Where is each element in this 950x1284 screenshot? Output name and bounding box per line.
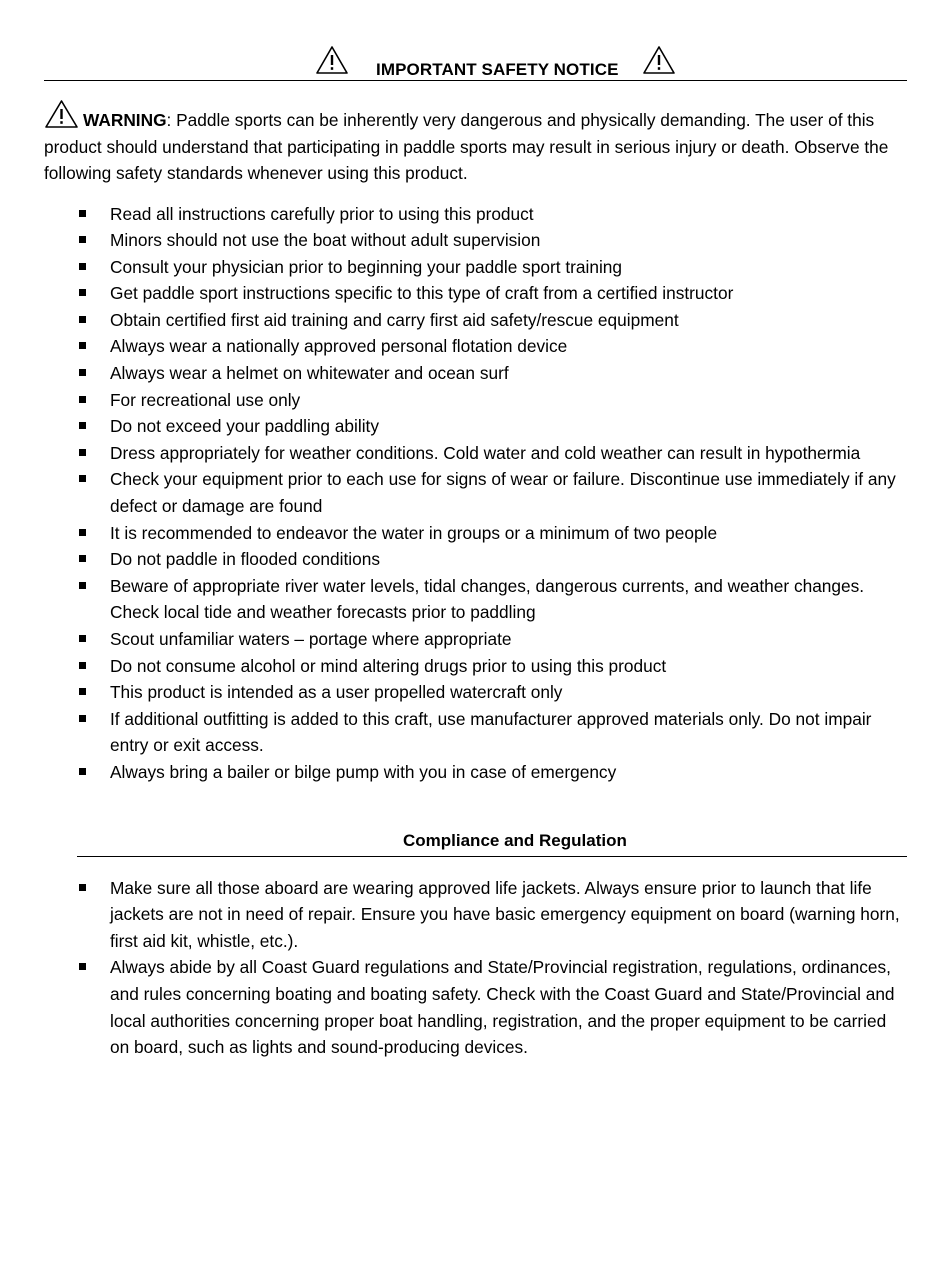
list-item [44, 227, 907, 254]
list-item [44, 546, 907, 573]
list-item-text: Get paddle sport instructions specific to this type of craft from a certified instructor [110, 283, 734, 304]
list-item-text: It is recommended to endeavor the water in groups or a minimum of two people [110, 522, 718, 543]
list-item [44, 307, 907, 334]
list-item-text: Check your equipment prior to each use for signs of wear or failure. Discontinue use immediately if any defect or damage are found [110, 469, 896, 517]
list-item [44, 520, 907, 547]
bullet-square-icon [79, 289, 86, 296]
list-item-text: Consult your physician prior to beginning your paddle sport training [110, 256, 623, 277]
list-item [44, 440, 907, 467]
list-item-text: Read all instructions carefully prior to using this product [110, 203, 534, 224]
warning-triangle-icon [642, 45, 676, 75]
safety-list [44, 201, 907, 786]
bullet-square-icon [79, 635, 86, 642]
list-item-text: Do not paddle in flooded conditions [110, 549, 380, 570]
warning-triangle-icon [315, 45, 349, 75]
bullet-square-icon [79, 529, 86, 536]
bullet-square-icon [79, 342, 86, 349]
list-item [44, 679, 907, 706]
bullet-square-icon [79, 475, 86, 482]
list-item [44, 653, 907, 680]
list-item [44, 360, 907, 387]
list-item-text: Always wear a helmet on whitewater and ocean surf [110, 363, 509, 384]
bullet-square-icon [79, 688, 86, 695]
list-item [44, 413, 907, 440]
list-item-text: Always abide by all Coast Guard regulations and State/Provincial registration, regulations, ordinances, and rules concerning boating and boating safety. Check with the Coast Guard and State/Provincial and local authorities concerning proper boat handling, registration, and the proper equipment to be carried on board, such as lights and sound-producing devices. [110, 957, 895, 1058]
list-item [44, 759, 907, 786]
bullet-square-icon [79, 884, 86, 891]
compliance-title: Compliance and Regulation [403, 830, 627, 850]
list-item [44, 201, 907, 228]
warning-text: : Paddle sports can be inherently very dangerous and physically demanding. The user of this product should understand that participating in paddle sports may result in serious injury or death. Observe the following safety standards whenever using this product. [44, 110, 889, 183]
list-item [44, 254, 907, 281]
list-item-text: Do not consume alcohol or mind altering drugs prior to using this product [110, 655, 667, 676]
bullet-square-icon [79, 449, 86, 456]
bullet-square-icon [79, 555, 86, 562]
list-item-text: This product is intended as a user propelled watercraft only [110, 682, 563, 703]
bullet-square-icon [79, 210, 86, 217]
bullet-square-icon [79, 662, 86, 669]
list-item-text: If additional outfitting is added to this craft, use manufacturer approved materials only. Do not impair entry or exit access. [110, 708, 872, 756]
list-item [44, 954, 907, 1060]
bullet-square-icon [79, 396, 86, 403]
bullet-square-icon [79, 582, 86, 589]
title-row [44, 40, 907, 81]
warning-paragraph [44, 99, 907, 187]
compliance-heading-row [77, 826, 907, 857]
list-item [44, 280, 907, 307]
compliance-list [44, 875, 907, 1061]
list-item [44, 875, 907, 955]
list-item-text: Dress appropriately for weather conditions. Cold water and cold weather can result in hypothermia [110, 442, 861, 463]
bullet-square-icon [79, 715, 86, 722]
list-item [44, 706, 907, 759]
list-item-text: Always bring a bailer or bilge pump with you in case of emergency [110, 761, 617, 782]
bullet-square-icon [79, 369, 86, 376]
warning-triangle-icon [44, 99, 79, 129]
list-item [44, 626, 907, 653]
list-item-text: Always wear a nationally approved personal flotation device [110, 336, 568, 357]
list-item-text: Make sure all those aboard are wearing approved life jackets. Always ensure prior to launch that life jackets are not in need of repair. Ensure you have basic emergency equipment on board (warning horn, first aid kit, whistle, etc.). [110, 877, 900, 951]
list-item-text: Scout unfamiliar waters – portage where appropriate [110, 629, 512, 649]
list-item-text: Obtain certified first aid training and carry first aid safety/rescue equipment [110, 309, 679, 330]
list-item [44, 573, 907, 626]
page-title: IMPORTANT SAFETY NOTICE [376, 60, 619, 79]
list-item [44, 333, 907, 360]
list-item-text: For recreational use only [110, 389, 301, 410]
warning-label: WARNING [83, 110, 167, 130]
list-item-text: Beware of appropriate river water levels, tidal changes, dangerous currents, and weather changes. Check local tide and weather forecasts prior to paddling [110, 575, 865, 623]
bullet-square-icon [79, 236, 86, 243]
bullet-square-icon [79, 263, 86, 270]
list-item [44, 466, 907, 519]
bullet-square-icon [79, 768, 86, 775]
list-item-text: Do not exceed your paddling ability [110, 416, 379, 437]
safety-notice-page [44, 40, 907, 1061]
bullet-square-icon [79, 422, 86, 429]
list-item [44, 387, 907, 414]
bullet-square-icon [79, 316, 86, 323]
bullet-square-icon [79, 963, 86, 970]
list-item-text: Minors should not use the boat without adult supervision [110, 230, 541, 251]
